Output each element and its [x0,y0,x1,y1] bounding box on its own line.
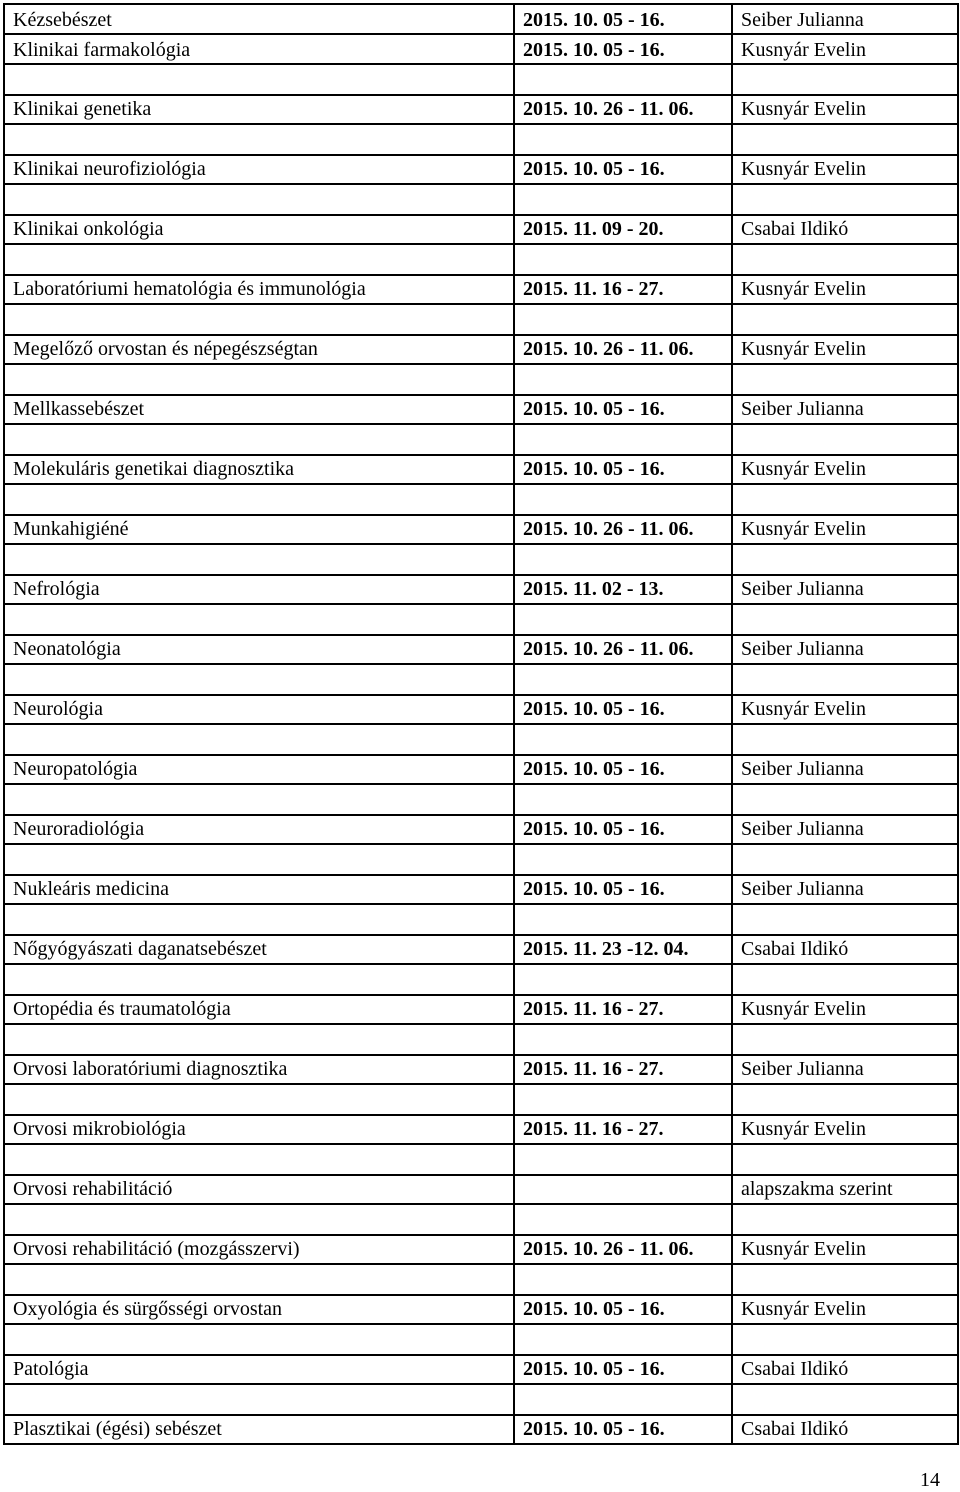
table-row [4,95,958,124]
specialty-cell: Orvosi rehabilitáció [4,1175,514,1204]
empty-cell [4,184,514,215]
schedule-table-body [4,4,958,1444]
empty-cell [732,304,958,335]
table-row [4,995,958,1024]
spacer-row [4,1264,958,1295]
specialty-cell: Plasztikai (égési) sebészet [4,1415,514,1444]
specialty-cell: Klinikai farmakológia [4,34,514,64]
empty-cell [4,964,514,995]
empty-cell [514,604,732,635]
empty-cell [732,1204,958,1235]
table-row [4,815,958,844]
specialty-cell: Orvosi laboratóriumi diagnosztika [4,1055,514,1084]
date-range-cell: 2015. 10. 26 - 11. 06. [514,1235,732,1264]
empty-cell [732,724,958,755]
empty-cell [4,724,514,755]
empty-cell [514,1384,732,1415]
empty-cell [732,784,958,815]
empty-cell [732,544,958,575]
contact-person-cell: Csabai Ildikó [732,215,958,244]
empty-cell [514,64,732,95]
empty-cell [514,1204,732,1235]
contact-person-cell: Kusnyár Evelin [732,155,958,184]
spacer-row [4,1324,958,1355]
empty-cell [4,304,514,335]
specialty-cell: Neonatológia [4,635,514,664]
date-range-cell: 2015. 10. 05 - 16. [514,155,732,184]
contact-person-cell: Kusnyár Evelin [732,455,958,484]
spacer-row [4,244,958,275]
contact-person-cell: Kusnyár Evelin [732,335,958,364]
contact-person-cell: Seiber Julianna [732,635,958,664]
contact-person-cell: Kusnyár Evelin [732,995,958,1024]
empty-cell [732,424,958,455]
empty-cell [514,724,732,755]
spacer-row [4,1084,958,1115]
table-row [4,1295,958,1324]
contact-person-cell: Seiber Julianna [732,755,958,784]
specialty-cell: Patológia [4,1355,514,1384]
contact-person-cell: Csabai Ildikó [732,935,958,964]
date-range-cell [514,1175,732,1204]
spacer-row [4,1024,958,1055]
contact-person-cell: Kusnyár Evelin [732,1295,958,1324]
spacer-row [4,184,958,215]
spacer-row [4,64,958,95]
empty-cell [4,1384,514,1415]
empty-cell [732,1384,958,1415]
table-row [4,1415,958,1444]
table-row [4,935,958,964]
table-row [4,1235,958,1264]
empty-cell [514,904,732,935]
table-row [4,695,958,724]
schedule-table [3,3,959,1445]
empty-cell [4,784,514,815]
empty-cell [732,664,958,695]
contact-person-cell: Seiber Julianna [732,1055,958,1084]
specialty-cell: Orvosi rehabilitáció (mozgásszervi) [4,1235,514,1264]
date-range-cell: 2015. 10. 26 - 11. 06. [514,335,732,364]
contact-person-cell: Kusnyár Evelin [732,275,958,304]
empty-cell [514,304,732,335]
date-range-cell: 2015. 10. 05 - 16. [514,1415,732,1444]
empty-cell [732,1324,958,1355]
date-range-cell: 2015. 11. 16 - 27. [514,1055,732,1084]
empty-cell [732,964,958,995]
contact-person-cell: Seiber Julianna [732,575,958,604]
empty-cell [732,1024,958,1055]
table-row [4,4,958,34]
specialty-cell: Nefrológia [4,575,514,604]
specialty-cell: Neuroradiológia [4,815,514,844]
date-range-cell: 2015. 11. 23 -12. 04. [514,935,732,964]
specialty-cell: Oxyológia és sürgősségi orvostan [4,1295,514,1324]
date-range-cell: 2015. 10. 05 - 16. [514,1355,732,1384]
table-row [4,34,958,64]
spacer-row [4,544,958,575]
empty-cell [4,904,514,935]
empty-cell [514,1324,732,1355]
date-range-cell: 2015. 11. 16 - 27. [514,275,732,304]
contact-person-cell: Kusnyár Evelin [732,695,958,724]
empty-cell [4,1144,514,1175]
table-row [4,455,958,484]
table-row [4,1055,958,1084]
table-row [4,1175,958,1204]
empty-cell [732,124,958,155]
empty-cell [732,484,958,515]
contact-person-cell: Kusnyár Evelin [732,1235,958,1264]
specialty-cell: Nukleáris medicina [4,875,514,904]
empty-cell [732,1144,958,1175]
spacer-row [4,904,958,935]
empty-cell [4,1084,514,1115]
date-range-cell: 2015. 11. 16 - 27. [514,1115,732,1144]
empty-cell [732,904,958,935]
date-range-cell: 2015. 10. 05 - 16. [514,695,732,724]
empty-cell [732,1264,958,1295]
spacer-row [4,604,958,635]
table-row [4,215,958,244]
date-range-cell: 2015. 10. 05 - 16. [514,815,732,844]
specialty-cell: Laboratóriumi hematológia és immunológia [4,275,514,304]
specialty-cell: Kézsebészet [4,4,514,34]
table-row [4,275,958,304]
empty-cell [4,484,514,515]
specialty-cell: Ortopédia és traumatológia [4,995,514,1024]
date-range-cell: 2015. 10. 26 - 11. 06. [514,515,732,544]
empty-cell [4,544,514,575]
empty-cell [514,424,732,455]
empty-cell [732,1084,958,1115]
empty-cell [4,124,514,155]
date-range-cell: 2015. 10. 26 - 11. 06. [514,635,732,664]
empty-cell [514,544,732,575]
spacer-row [4,1144,958,1175]
table-row [4,1355,958,1384]
table-row [4,575,958,604]
empty-cell [4,424,514,455]
page-number: 14 [920,1469,940,1491]
date-range-cell: 2015. 10. 05 - 16. [514,34,732,64]
contact-person-cell: Kusnyár Evelin [732,95,958,124]
specialty-cell: Klinikai onkológia [4,215,514,244]
date-range-cell: 2015. 10. 26 - 11. 06. [514,95,732,124]
empty-cell [4,1204,514,1235]
empty-cell [514,184,732,215]
contact-person-cell: alapszakma szerint [732,1175,958,1204]
empty-cell [514,1264,732,1295]
empty-cell [514,364,732,395]
spacer-row [4,1384,958,1415]
specialty-cell: Molekuláris genetikai diagnosztika [4,455,514,484]
contact-person-cell: Seiber Julianna [732,395,958,424]
date-range-cell: 2015. 10. 05 - 16. [514,4,732,34]
empty-cell [4,1024,514,1055]
empty-cell [4,664,514,695]
table-row [4,1115,958,1144]
empty-cell [514,1024,732,1055]
empty-cell [514,784,732,815]
spacer-row [4,784,958,815]
empty-cell [4,844,514,875]
spacer-row [4,304,958,335]
empty-cell [514,664,732,695]
contact-person-cell: Csabai Ildikó [732,1415,958,1444]
specialty-cell: Neuropatológia [4,755,514,784]
date-range-cell: 2015. 11. 02 - 13. [514,575,732,604]
empty-cell [732,184,958,215]
empty-cell [4,244,514,275]
date-range-cell: 2015. 10. 05 - 16. [514,1295,732,1324]
empty-cell [732,604,958,635]
specialty-cell: Megelőző orvostan és népegészségtan [4,335,514,364]
contact-person-cell: Csabai Ildikó [732,1355,958,1384]
specialty-cell: Mellkassebészet [4,395,514,424]
specialty-cell: Munkahigiéné [4,515,514,544]
empty-cell [732,64,958,95]
date-range-cell: 2015. 11. 09 - 20. [514,215,732,244]
table-row [4,755,958,784]
contact-person-cell: Seiber Julianna [732,815,958,844]
spacer-row [4,124,958,155]
date-range-cell: 2015. 10. 05 - 16. [514,755,732,784]
table-row [4,155,958,184]
date-range-cell: 2015. 10. 05 - 16. [514,455,732,484]
table-row [4,635,958,664]
empty-cell [514,844,732,875]
contact-person-cell: Seiber Julianna [732,875,958,904]
spacer-row [4,664,958,695]
empty-cell [4,1264,514,1295]
empty-cell [4,64,514,95]
empty-cell [514,964,732,995]
contact-person-cell: Kusnyár Evelin [732,34,958,64]
specialty-cell: Nőgyógyászati daganatsebészet [4,935,514,964]
empty-cell [4,1324,514,1355]
empty-cell [514,1144,732,1175]
spacer-row [4,724,958,755]
contact-person-cell: Kusnyár Evelin [732,515,958,544]
spacer-row [4,964,958,995]
spacer-row [4,364,958,395]
contact-person-cell: Kusnyár Evelin [732,1115,958,1144]
empty-cell [4,604,514,635]
date-range-cell: 2015. 10. 05 - 16. [514,875,732,904]
spacer-row [4,1204,958,1235]
table-row [4,875,958,904]
spacer-row [4,484,958,515]
empty-cell [732,844,958,875]
date-range-cell: 2015. 11. 16 - 27. [514,995,732,1024]
table-row [4,515,958,544]
specialty-cell: Orvosi mikrobiológia [4,1115,514,1144]
table-row [4,335,958,364]
empty-cell [514,124,732,155]
specialty-cell: Neurológia [4,695,514,724]
specialty-cell: Klinikai genetika [4,95,514,124]
date-range-cell: 2015. 10. 05 - 16. [514,395,732,424]
specialty-cell: Klinikai neurofiziológia [4,155,514,184]
empty-cell [4,364,514,395]
empty-cell [514,244,732,275]
empty-cell [514,1084,732,1115]
spacer-row [4,844,958,875]
empty-cell [732,364,958,395]
empty-cell [732,244,958,275]
table-row [4,395,958,424]
spacer-row [4,424,958,455]
contact-person-cell: Seiber Julianna [732,4,958,34]
empty-cell [514,484,732,515]
